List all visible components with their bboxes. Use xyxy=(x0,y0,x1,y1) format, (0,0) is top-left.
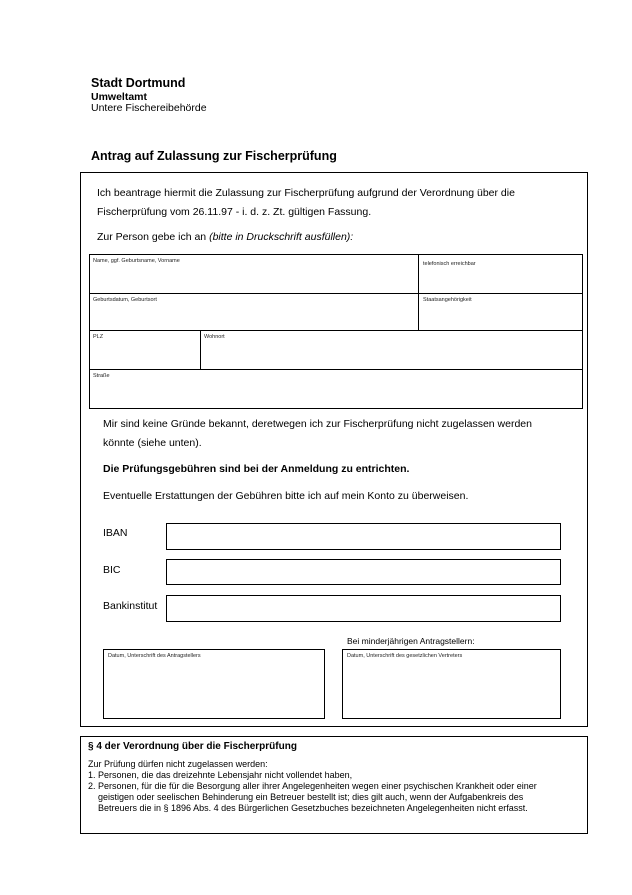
grid-divider xyxy=(90,330,582,331)
regulation-intro: Zur Prüfung dürfen nicht zugelassen werden: xyxy=(88,759,268,769)
person-intro-text: Zur Person gebe ich an xyxy=(97,231,210,243)
guardian-signature-box[interactable] xyxy=(342,649,561,719)
form-title: Antrag auf Zulassung zur Fischerprüfung xyxy=(91,149,337,163)
declaration-line-1: Mir sind keine Gründe bekannt, deretwegen ich zur Fischerprüfung nicht zugelassen werden xyxy=(103,418,532,430)
person-intro xyxy=(97,230,353,244)
intro-line-2: Fischerprüfung vom 26.11.97 - i. d. z. Zt. gültigen Fassung. xyxy=(97,206,372,218)
city-name: Stadt Dortmund xyxy=(91,76,186,90)
street-field-label[interactable]: Straße xyxy=(93,373,110,379)
iban-label: IBAN xyxy=(103,527,128,539)
grid-divider xyxy=(200,330,201,369)
minor-applicant-heading: Bei minderjährigen Antragstellern: xyxy=(347,636,475,646)
applicant-signature-box[interactable] xyxy=(103,649,325,719)
zip-field-label[interactable]: PLZ xyxy=(93,334,104,340)
authority-name: Untere Fischereibehörde xyxy=(91,102,207,114)
grid-divider xyxy=(418,255,419,330)
bank-institute-input[interactable] xyxy=(166,595,561,622)
birth-field-label[interactable]: Geburtsdatum, Geburtsort xyxy=(93,297,157,303)
name-field-label[interactable]: Name, ggf. Geburtsname, Vorname xyxy=(93,258,180,264)
regulation-item-2-line-1: 2. Personen, für die für die Besorgung aller ihrer Angelegenheiten wegen einer psychischen Krankheit oder einer xyxy=(88,781,537,791)
intro-line-1: Ich beantrage hiermit die Zulassung zur Fischerprüfung aufgrund der Verordnung über die xyxy=(97,187,515,199)
phone-field-label[interactable]: telefonisch erreichbar xyxy=(423,261,476,267)
bank-institute-label: Bankinstitut xyxy=(103,600,158,612)
bic-input[interactable] xyxy=(166,559,561,585)
guardian-signature-label: Datum, Unterschrift des gesetzlichen Vertreters xyxy=(347,653,463,659)
iban-input[interactable] xyxy=(166,523,561,550)
refund-notice: Eventuelle Erstattungen der Gebühren bitte ich auf mein Konto zu überweisen. xyxy=(103,490,469,502)
regulation-heading: § 4 der Verordnung über die Fischerprüfung xyxy=(88,741,297,752)
declaration-line-2: könnte (siehe unten). xyxy=(103,437,202,449)
office-name: Umweltamt xyxy=(91,91,148,103)
applicant-signature-label: Datum, Unterschrift des Antragstellers xyxy=(108,653,201,659)
regulation-item-2-line-3: Betreuers die in § 1896 Abs. 4 des Bürgerlichen Gesetzbuches bezeichneten Angelegenheiten nicht erfasst. xyxy=(98,803,528,813)
city-field-label[interactable]: Wohnort xyxy=(204,334,225,340)
nationality-field-label[interactable]: Staatsangehörigkeit xyxy=(423,297,472,303)
regulation-item-2-line-2: geistigen oder seelischen Behinderung ein Betreuer bestellt ist; dies gilt auch, wenn der Aufgabenkreis des xyxy=(98,792,524,802)
grid-divider xyxy=(90,293,582,294)
bic-label: BIC xyxy=(103,564,121,576)
personal-data-grid xyxy=(89,254,583,409)
person-intro-hint: (bitte in Druckschrift ausfüllen): xyxy=(209,231,354,243)
regulation-item-1: 1. Personen, die das dreizehnte Lebensjahr nicht vollendet haben, xyxy=(88,770,353,780)
grid-divider xyxy=(90,369,582,370)
fees-notice: Die Prüfungsgebühren sind bei der Anmeldung zu entrichten. xyxy=(103,463,410,475)
